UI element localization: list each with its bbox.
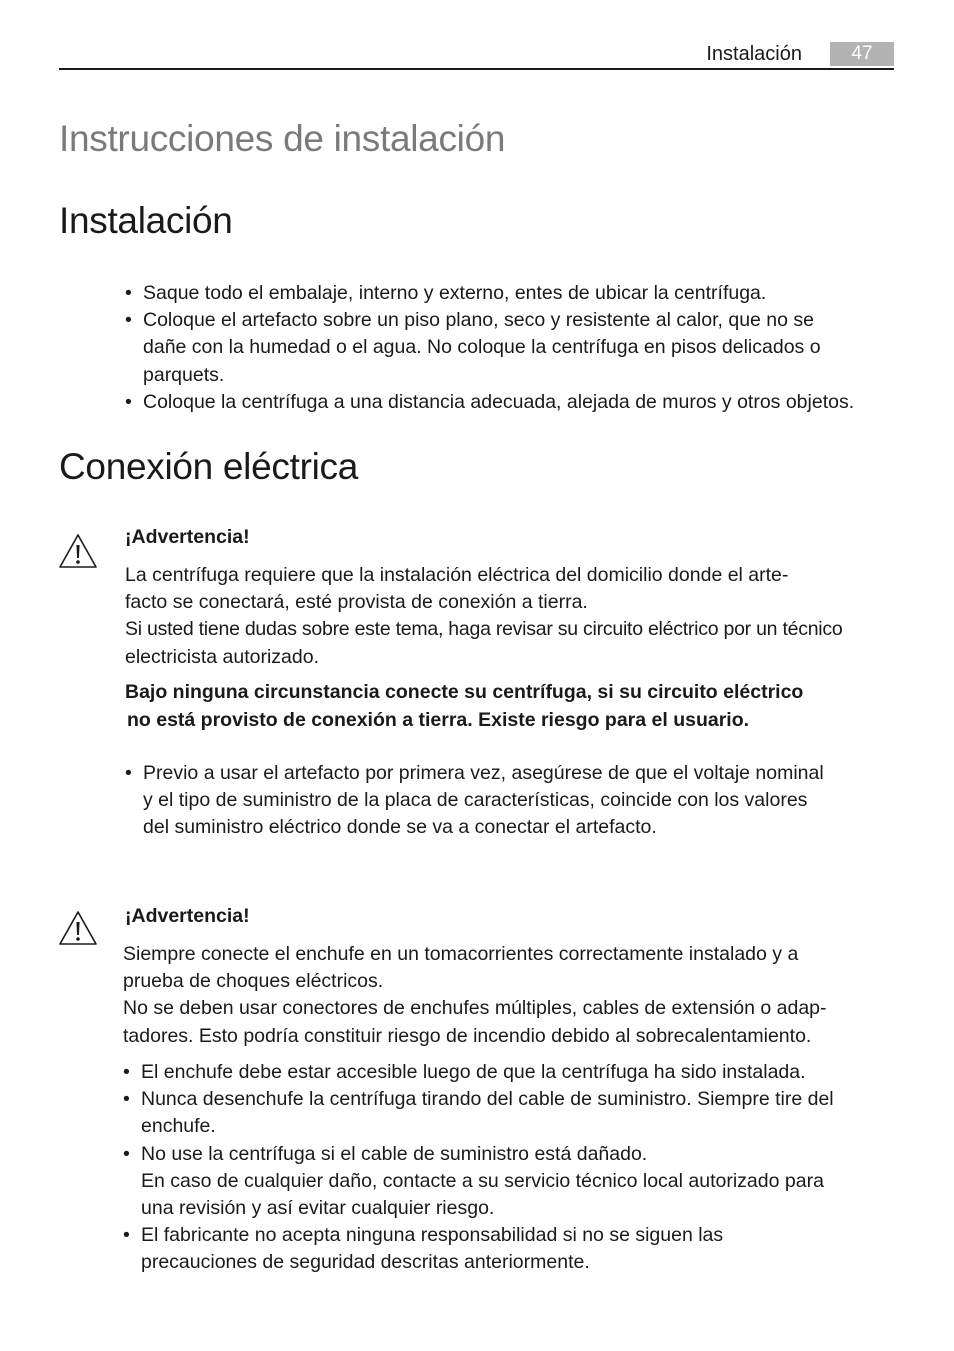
warning-triangle-icon (58, 533, 98, 569)
warning-emphasis-text (125, 679, 803, 734)
warning-text-line: electricista autorizado. (125, 645, 320, 668)
installation-heading: Instalación (59, 200, 233, 241)
bullet-line: dañe con la humedad o el agua. No coloque la centrífuga en pisos delicados o (143, 336, 821, 359)
bullet-line: En caso de cualquier daño, contacte a su servicio técnico local autorizado para (141, 1169, 824, 1192)
warning-title: ¡Advertencia! (125, 526, 250, 548)
warning-text-line: La centrífuga requiere que la instalación eléctrica del domicilio donde el arte- (125, 564, 789, 586)
warning-text-line: tadores. Esto podría constituir riesgo de incendio debido al sobrecalentamiento. (123, 1024, 812, 1047)
list-item (123, 1086, 903, 1140)
emphasis-line: Bajo ninguna circunstancia conecte su centrífuga, si su circuito eléctrico (125, 681, 804, 703)
warning-text-line: facto se conectará, esté provista de conexión a tierra. (125, 591, 588, 614)
warning-text-line: Si usted tiene dudas sobre este tema, haga revisar su circuito eléctrico por un técnico (125, 618, 843, 641)
warning-text-line: Siempre conecte el enchufe en un tomacorrientes correctamente instalado y a (123, 943, 799, 965)
list-item (123, 1141, 903, 1223)
bullet-line: una revisión y así evitar cualquier riesgo. (141, 1197, 495, 1220)
bullet-line: • Coloque el artefacto sobre un piso plano, seco y resistente al calor, que no se (143, 309, 814, 332)
bullet-line: precauciones de seguridad descritas anteriormente. (141, 1251, 590, 1274)
plug-bullet-list (123, 1059, 903, 1277)
document-title: Instrucciones de instalación (59, 118, 506, 159)
bullet-line: • El enchufe debe estar accesible luego de que la centrífuga ha sido instalada. (141, 1061, 806, 1083)
bullet-line: y el tipo de suministro de la placa de características, coincide con los valores (143, 789, 808, 812)
bullet-line: • Coloque la centrífuga a una distancia adecuada, alejada de muros y otros objetos. (143, 390, 855, 413)
header-section-title: Instalación (706, 43, 802, 65)
list-item (123, 1222, 903, 1276)
bullet-line: • No use la centrífuga si el cable de suministro está dañado. (141, 1142, 648, 1165)
header-rule (59, 68, 894, 70)
warning-text (123, 941, 827, 1050)
warning-title: ¡Advertencia! (125, 905, 250, 927)
list-item (125, 389, 905, 416)
electrical-connection-heading: Conexión eléctrica (59, 446, 358, 487)
list-item (125, 280, 905, 307)
warning-text-line: No se deben usar conectores de enchufes múltiples, cables de extensión o adap- (123, 997, 827, 1020)
bullet-line: • Previo a usar el artefacto por primera vez, asegúrese de que el voltaje nominal (143, 762, 824, 784)
bullet-line: • Saque todo el embalaje, interno y externo, entes de ubicar la centrífuga. (143, 282, 767, 304)
bullet-line: enchufe. (141, 1115, 216, 1138)
bullet-line: • Nunca desenchufe la centrífuga tirando del cable de suministro. Siempre tire del (141, 1088, 834, 1111)
warning-text (125, 562, 842, 671)
list-item (125, 307, 905, 389)
bullet-line: • El fabricante no acepta ninguna responsabilidad si no se siguen las (141, 1224, 724, 1247)
emphasis-line: no está provisto de conexión a tierra. Existe riesgo para el usuario. (127, 708, 750, 731)
page-number: 47 (830, 42, 894, 66)
warning-text-line: prueba de choques eléctricos. (123, 970, 384, 993)
bullet-line: del suministro eléctrico donde se va a conectar el artefacto. (143, 816, 657, 839)
installation-bullet-list (125, 280, 905, 416)
list-item (125, 760, 905, 842)
bullet-line: parquets. (143, 363, 225, 386)
list-item (123, 1059, 903, 1086)
voltage-bullet-list (125, 760, 905, 842)
warning-triangle-icon (58, 910, 98, 946)
